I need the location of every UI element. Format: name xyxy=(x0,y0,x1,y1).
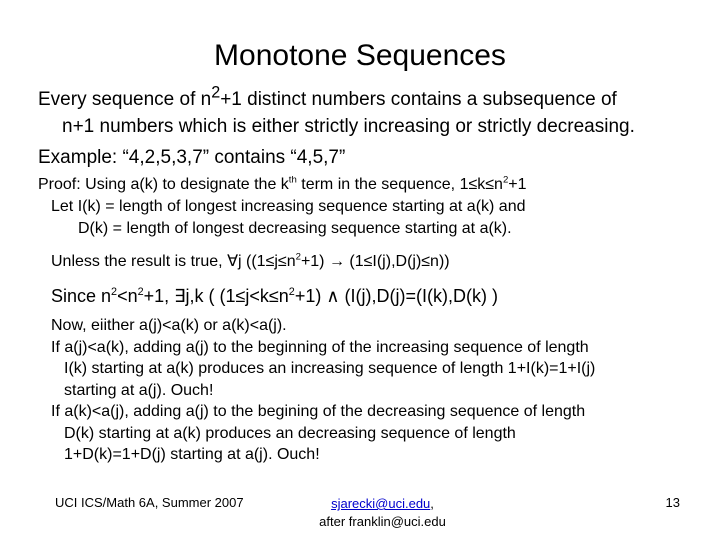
example-line: Example: “4,2,5,3,7” contains “4,5,7” xyxy=(38,147,346,168)
since-sup1: 2 xyxy=(111,286,118,298)
cases-block xyxy=(51,315,711,466)
since-a: Since n xyxy=(51,286,112,306)
since-sup2: 2 xyxy=(137,286,144,298)
statement-line-2: n+1 numbers which is either strictly increasing or strictly decreasing. xyxy=(62,116,635,137)
case2-line-1: If a(k)<a(j), adding a(j) to the begining of the decreasing sequence of length xyxy=(51,403,586,420)
proof-line-2: Let I(k) = length of longest increasing sequence starting at a(k) and xyxy=(51,198,526,215)
case1-line-2: I(k) starting at a(k) produces an increasing sequence of length 1+I(k)=1+I(j) xyxy=(64,360,596,377)
proof-l1-a: Proof: Using a(k) to designate the k xyxy=(38,176,289,193)
since-line xyxy=(51,283,498,309)
proof-line-1 xyxy=(38,174,527,196)
unless-a: Unless the result is true, ∀j ((1≤j≤n xyxy=(51,253,296,270)
statement-part-2: +1 distinct numbers contains a subsequence of xyxy=(220,89,617,110)
footer-course: UCI ICS/Math 6A, Summer 2007 xyxy=(55,495,244,510)
proof-l1-sup: th xyxy=(288,174,297,186)
case2-line-2: D(k) starting at a(k) produces an decreasing sequence of length xyxy=(64,424,516,442)
footer-credits xyxy=(260,495,505,531)
unless-b: +1) → (1≤I(j),D(j)≤n)) xyxy=(300,253,450,270)
author-email-link[interactable]: sjarecki@uci.edu xyxy=(331,496,431,511)
case2-line-3: 1+D(k)=1+D(j) starting at a(j). Ouch! xyxy=(64,446,320,463)
case1-line-1: If a(j)<a(k), adding a(j) to the beginning of the increasing sequence of length xyxy=(51,338,589,356)
since-sup3: 2 xyxy=(288,286,295,298)
slide-title: Monotone Sequences xyxy=(214,39,506,72)
proof-l1-b: term in the sequence, 1≤k≤n xyxy=(296,176,503,193)
since-c: +1, ∃j,k ( (1≤j<k≤n xyxy=(143,286,289,306)
page-number: 13 xyxy=(665,495,680,510)
now-line: Now, eiither a(j)<a(k) or a(k)<a(j). xyxy=(51,317,287,334)
case1-line-3: starting at a(j). Ouch! xyxy=(64,381,214,399)
footer-email-line xyxy=(260,495,505,513)
since-d: +1) ∧ (I(j),D(j)=(I(k),D(k) ) xyxy=(294,286,498,306)
unless-line xyxy=(51,250,450,274)
proof-block xyxy=(38,174,527,240)
email-suffix: , xyxy=(430,496,434,511)
statement-superscript: 2 xyxy=(211,83,221,102)
statement-part-1: Every sequence of n xyxy=(38,89,212,110)
proof-l1-sup2: 2 xyxy=(502,174,509,186)
statement-line-1 xyxy=(38,83,698,113)
theorem-statement xyxy=(38,83,698,140)
unless-sup: 2 xyxy=(295,251,301,263)
since-b: <n xyxy=(117,286,138,306)
proof-l1-c: +1 xyxy=(508,176,527,193)
footer-credit: after franklin@uci.edu xyxy=(319,514,446,529)
proof-line-3: D(k) = length of longest decreasing sequence starting at a(k). xyxy=(78,220,512,237)
